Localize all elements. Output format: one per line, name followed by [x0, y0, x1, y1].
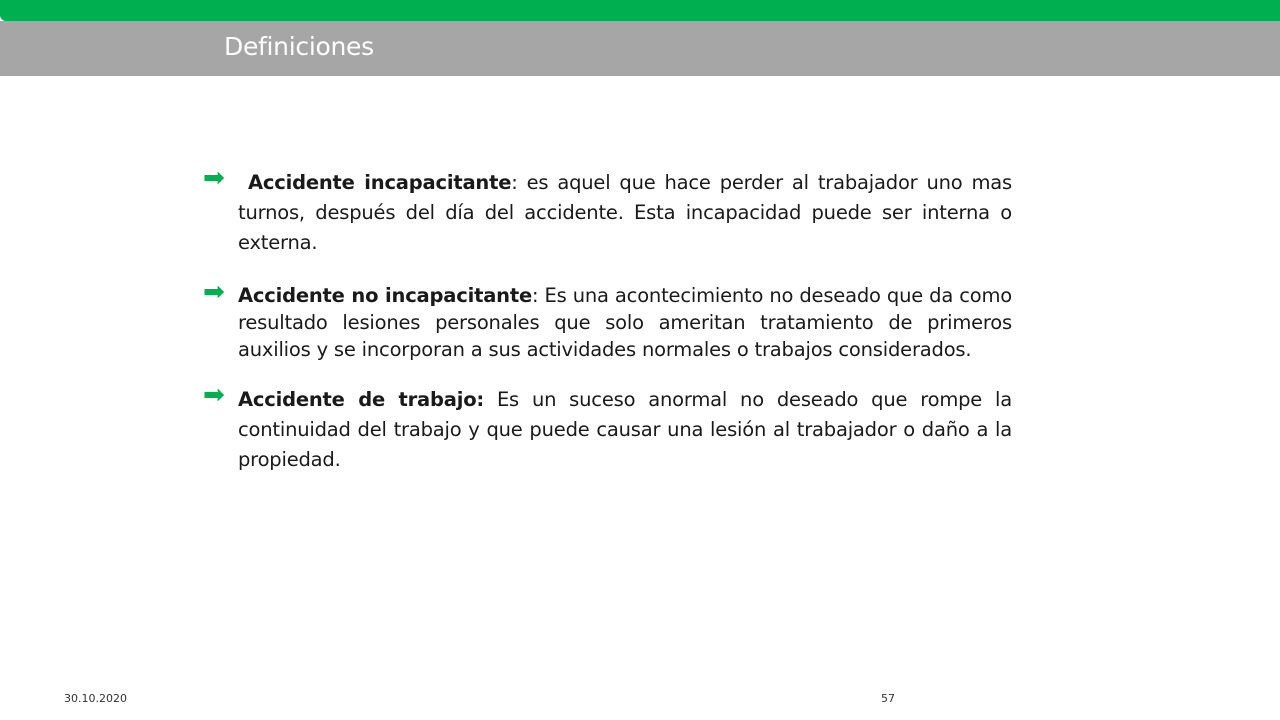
footer-date: 30.10.2020: [64, 692, 127, 705]
definition-item: [203, 163, 1012, 258]
definition-separator: :: [532, 284, 539, 307]
top-accent-bar: [0, 0, 1280, 21]
definition-term: Accidente incapacitante: [248, 171, 512, 194]
right-arrow-icon: ➡: [203, 277, 225, 307]
definition-item: [203, 380, 1012, 475]
title-band: [0, 21, 1280, 76]
right-arrow-icon: ➡: [203, 380, 225, 410]
right-arrow-icon: ➡: [203, 163, 225, 193]
definition-separator: :: [511, 171, 518, 194]
definition-term: Accidente no incapacitante: [238, 284, 532, 307]
definitions-list: [203, 163, 1013, 499]
page-title: Definiciones: [224, 32, 374, 61]
definition-text: Es un suceso anormal no deseado que rompe la continuidad del trabajo y que puede causar una lesión al trabajador o daño a la propiedad.: [238, 388, 1012, 471]
definition-text: Es una acontecimiento no deseado que da como resultado lesiones personales que solo ameritan tratamiento de primeros auxilios y se incorporan a sus actividades normales o trabajos considerados.: [238, 284, 1013, 361]
definition-item: [203, 277, 1013, 363]
page-number: 57: [881, 692, 895, 705]
definition-term: Accidente de trabajo:: [238, 388, 485, 411]
definition-text: es aquel que hace perder al trabajador uno mas turnos, después del día del accidente. Esta incapacidad puede ser interna o externa.: [238, 171, 1012, 254]
